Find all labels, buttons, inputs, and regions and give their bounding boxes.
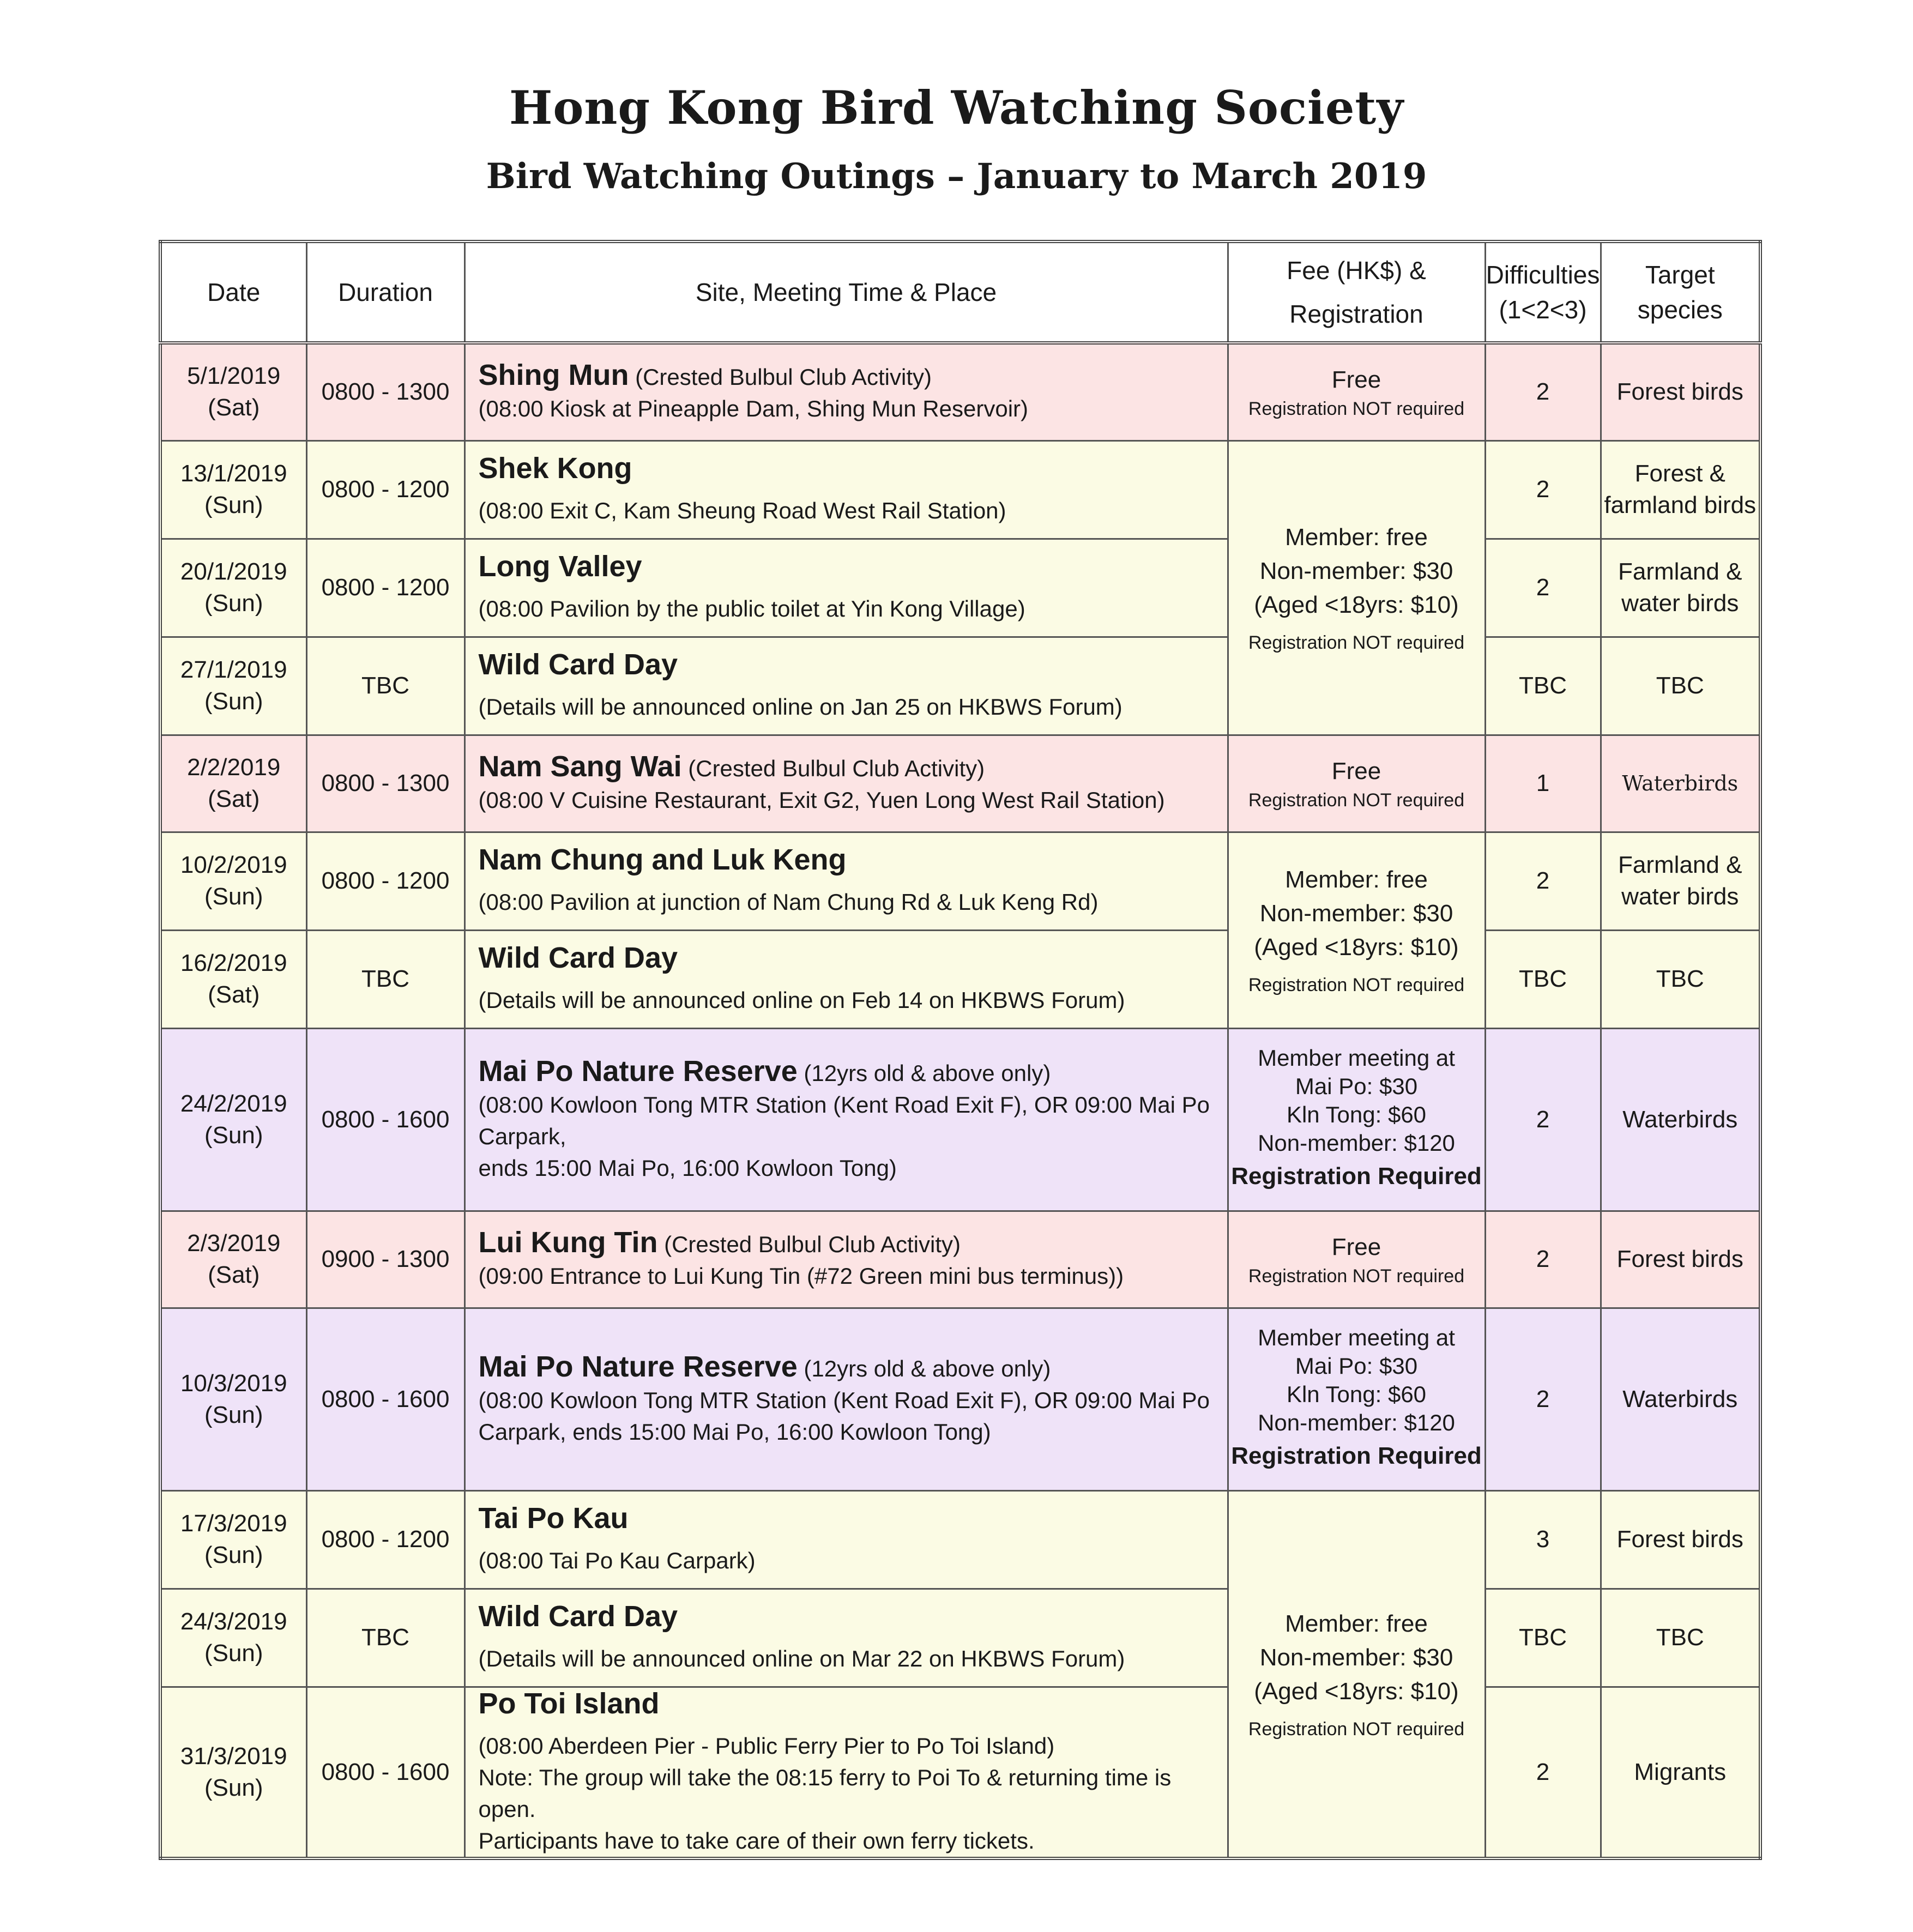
site-cell — [464, 1211, 1228, 1308]
site-gap — [479, 1634, 1227, 1643]
fee-nonmember: Non-member: $30 — [1259, 1644, 1453, 1671]
day-text: (Sun) — [204, 1640, 263, 1667]
site-cell — [464, 637, 1228, 735]
site-cell — [464, 1028, 1228, 1211]
fee-youth: (Aged <18yrs: $10) — [1254, 934, 1459, 961]
table-row — [160, 1308, 1760, 1490]
header-duration: Duration — [306, 242, 464, 343]
target-cell — [1601, 1308, 1760, 1490]
site-name: Long Valley — [478, 550, 642, 583]
target-cell — [1601, 1490, 1760, 1589]
duration-cell: 0800 - 1200 — [306, 440, 464, 539]
date-cell — [160, 1490, 306, 1589]
duration-cell: TBC — [306, 1589, 464, 1687]
target-cell — [1601, 539, 1760, 637]
site-gap — [479, 1722, 1227, 1730]
site-detail: Note: The group will take the 08:15 ferry to Poi To & returning time is open. — [478, 1764, 1172, 1822]
difficulty-cell: 2 — [1485, 343, 1601, 440]
site-name: Po Toi Island — [478, 1687, 660, 1720]
difficulty-cell: TBC — [1485, 930, 1601, 1028]
target-text: water birds — [1621, 590, 1739, 617]
difficulty-cell: 2 — [1485, 1308, 1601, 1490]
date-text: 20/1/2019 — [180, 558, 287, 585]
date-text: 13/1/2019 — [180, 460, 287, 487]
date-cell — [160, 1211, 306, 1308]
day-text: (Sat) — [208, 1261, 260, 1288]
day-text: (Sun) — [204, 1774, 263, 1801]
site-cell — [464, 1589, 1228, 1687]
header-date: Date — [160, 242, 306, 343]
target-text: Migrants — [1634, 1758, 1727, 1785]
site-detail: (Details will be announced online on Feb 14 on HKBWS Forum) — [478, 987, 1125, 1013]
table-row — [160, 735, 1760, 832]
date-cell — [160, 440, 306, 539]
table-row — [160, 1490, 1760, 1589]
fee-line: Mai Po: $30 — [1295, 1353, 1418, 1379]
day-text: (Sun) — [204, 1542, 263, 1568]
table-row — [160, 1211, 1760, 1308]
fee-registration: Registration NOT required — [1248, 975, 1465, 995]
site-detail: (08:00 Kowloon Tong MTR Station (Kent Road Exit F), OR 09:00 Mai Po — [478, 1387, 1210, 1413]
target-text: TBC — [1656, 965, 1704, 992]
site-cell — [464, 539, 1228, 637]
site-gap — [479, 976, 1227, 985]
table-header-row — [160, 242, 1760, 343]
date-text: 10/2/2019 — [180, 852, 287, 878]
duration-cell: 0800 - 1600 — [306, 1308, 464, 1490]
target-text: TBC — [1656, 672, 1704, 699]
duration-cell: 0900 - 1300 — [306, 1211, 464, 1308]
fee-main: Free — [1331, 758, 1381, 784]
fee-main: Free — [1331, 1234, 1381, 1260]
fee-cell — [1228, 1028, 1485, 1211]
site-detail: (08:00 Pavilion at junction of Nam Chung Rd & Luk Keng Rd) — [478, 889, 1099, 915]
site-detail: (09:00 Entrance to Lui Kung Tin (#72 Green mini bus terminus)) — [478, 1263, 1124, 1289]
duration-cell: 0800 - 1600 — [306, 1028, 464, 1211]
site-name: Shek Kong — [478, 452, 632, 485]
difficulty-cell: 1 — [1485, 735, 1601, 832]
duration-cell: TBC — [306, 930, 464, 1028]
page-title: Hong Kong Bird Watching Society — [509, 81, 1404, 135]
site-detail: (Details will be announced online on Jan 25 on HKBWS Forum) — [478, 694, 1123, 720]
date-cell — [160, 637, 306, 735]
fee-main: Free — [1331, 366, 1381, 394]
fee-registration-required: Registration Required — [1231, 1442, 1482, 1469]
table-row — [160, 1589, 1760, 1687]
site-name: Nam Chung and Luk Keng — [478, 843, 847, 876]
date-text: 17/3/2019 — [180, 1510, 287, 1537]
site-gap — [479, 683, 1227, 691]
difficulty-cell: 2 — [1485, 1687, 1601, 1858]
fee-youth: (Aged <18yrs: $10) — [1254, 591, 1459, 618]
date-text: 24/2/2019 — [180, 1090, 287, 1117]
fee-registration-required: Registration Required — [1231, 1162, 1482, 1190]
duration-cell: 0800 - 1300 — [306, 735, 464, 832]
table-row — [160, 930, 1760, 1028]
target-text: Farmland & — [1618, 558, 1742, 585]
date-text: 24/3/2019 — [180, 1608, 287, 1635]
site-detail: Carpark, ends 15:00 Mai Po, 16:00 Kowloon Tong) — [478, 1418, 991, 1445]
fee-line: Member meeting at — [1258, 1324, 1455, 1350]
date-text: 10/3/2019 — [180, 1369, 287, 1397]
header-site: Site, Meeting Time & Place — [464, 242, 1228, 343]
header-target-line2: species — [1637, 295, 1723, 324]
target-cell — [1601, 440, 1760, 539]
target-text: Forest birds — [1616, 1246, 1743, 1272]
site-cell — [464, 343, 1228, 440]
table-row — [160, 637, 1760, 735]
site-note: (12yrs old & above only) — [797, 1060, 1051, 1086]
fee-member: Member: free — [1285, 866, 1428, 893]
fee-line: Non-member: $120 — [1258, 1409, 1455, 1435]
site-name: Mai Po Nature Reserve — [478, 1350, 798, 1383]
difficulty-cell: 3 — [1485, 1490, 1601, 1589]
fee-registration: Registration NOT required — [1248, 632, 1465, 653]
fee-spacer — [1229, 622, 1484, 631]
site-detail: Participants have to take care of their own ferry tickets. — [478, 1827, 1035, 1853]
site-cell — [464, 930, 1228, 1028]
fee-cell — [1228, 1308, 1485, 1490]
fee-line: Mai Po: $30 — [1295, 1073, 1418, 1099]
site-name: Shing Mun — [478, 359, 629, 392]
site-name: Wild Card Day — [478, 648, 678, 681]
site-detail: (08:00 Tai Po Kau Carpark) — [478, 1548, 756, 1573]
fee-cell — [1228, 1490, 1485, 1858]
table-row — [160, 440, 1760, 539]
target-cell — [1601, 1687, 1760, 1858]
day-text: (Sun) — [204, 1121, 263, 1149]
fee-nonmember: Non-member: $30 — [1259, 900, 1453, 927]
header-difficulty — [1485, 242, 1601, 343]
difficulty-cell: TBC — [1485, 1589, 1601, 1687]
difficulty-cell: 2 — [1485, 539, 1601, 637]
site-cell — [464, 735, 1228, 832]
site-detail: ends 15:00 Mai Po, 16:00 Kowloon Tong) — [478, 1155, 897, 1181]
date-cell — [160, 930, 306, 1028]
site-detail: (08:00 Kiosk at Pineapple Dam, Shing Mun Reservoir) — [478, 396, 1028, 422]
site-gap — [479, 486, 1227, 495]
fee-cell — [1228, 735, 1485, 832]
header-fee — [1228, 242, 1485, 343]
site-cell — [464, 832, 1228, 930]
target-cell — [1601, 343, 1760, 440]
date-text: 27/1/2019 — [180, 656, 287, 683]
target-cell — [1601, 637, 1760, 735]
site-detail: (08:00 Aberdeen Pier - Public Ferry Pier to Po Toi Island) — [478, 1732, 1055, 1759]
fee-line: Kln Tong: $60 — [1286, 1101, 1427, 1127]
site-cell — [464, 1687, 1228, 1858]
fee-registration: Registration NOT required — [1248, 399, 1465, 420]
fee-line: Kln Tong: $60 — [1286, 1381, 1427, 1407]
target-text: Waterbirds — [1622, 1385, 1738, 1412]
target-text: water birds — [1621, 883, 1739, 910]
table-row — [160, 832, 1760, 930]
site-gap — [479, 878, 1227, 886]
date-cell — [160, 1028, 306, 1211]
target-text: Forest birds — [1616, 378, 1743, 406]
date-cell — [160, 343, 306, 440]
fee-registration: Registration NOT required — [1248, 790, 1465, 811]
date-cell — [160, 1589, 306, 1687]
date-cell — [160, 735, 306, 832]
site-cell — [464, 440, 1228, 539]
day-text: (Sat) — [208, 394, 260, 421]
fee-line: Member meeting at — [1258, 1045, 1455, 1071]
site-gap — [479, 1536, 1227, 1545]
fee-member: Member: free — [1285, 524, 1428, 551]
target-text: Forest & — [1634, 460, 1725, 487]
site-detail: (08:00 Exit C, Kam Sheung Road West Rail Station) — [478, 498, 1006, 523]
date-text: 16/2/2019 — [180, 950, 287, 976]
date-text: 31/3/2019 — [180, 1742, 287, 1770]
day-text: (Sun) — [204, 1401, 263, 1428]
date-cell — [160, 1687, 306, 1858]
fee-member: Member: free — [1285, 1610, 1428, 1637]
header-difficulty-line2: (1<2<3) — [1499, 295, 1587, 324]
duration-cell: 0800 - 1300 — [306, 343, 464, 440]
site-note: (Crested Bulbul Club Activity) — [657, 1231, 961, 1257]
site-detail: (Details will be announced online on Mar 22 on HKBWS Forum) — [478, 1646, 1125, 1671]
outings-table — [159, 240, 1762, 1860]
target-cell — [1601, 930, 1760, 1028]
header-target — [1601, 242, 1760, 343]
fee-spacer — [1229, 964, 1484, 973]
date-text: 5/1/2019 — [187, 363, 281, 390]
page-subtitle: Bird Watching Outings – January to March 2019 — [486, 156, 1427, 197]
fee-cell — [1228, 1211, 1485, 1308]
site-name: Mai Po Nature Reserve — [478, 1054, 798, 1088]
site-cell — [464, 1490, 1228, 1589]
duration-cell: 0800 - 1200 — [306, 832, 464, 930]
site-name: Nam Sang Wai — [478, 750, 682, 783]
table-row — [160, 343, 1760, 440]
date-text: 2/2/2019 — [187, 754, 281, 781]
difficulty-cell: 2 — [1485, 1028, 1601, 1211]
duration-cell: 0800 - 1200 — [306, 539, 464, 637]
fee-registration: Registration NOT required — [1248, 1266, 1465, 1287]
target-text: Farmland & — [1618, 852, 1742, 878]
fee-nonmember: Non-member: $30 — [1259, 558, 1453, 584]
target-text: Waterbirds — [1622, 1106, 1738, 1133]
target-cell — [1601, 832, 1760, 930]
day-text: (Sun) — [204, 688, 263, 715]
fee-cell — [1228, 832, 1485, 1028]
site-name: Wild Card Day — [478, 1600, 678, 1633]
header-fee-line1: Fee (HK$) & — [1287, 256, 1426, 285]
site-detail: (08:00 V Cuisine Restaurant, Exit G2, Yuen Long West Rail Station) — [478, 787, 1165, 813]
day-text: (Sun) — [204, 590, 263, 617]
day-text: (Sun) — [204, 883, 263, 910]
site-note: (Crested Bulbul Club Activity) — [629, 364, 932, 390]
site-name: Wild Card Day — [478, 941, 678, 974]
difficulty-cell: 2 — [1485, 1211, 1601, 1308]
site-name: Lui Kung Tin — [478, 1226, 658, 1259]
fee-youth: (Aged <18yrs: $10) — [1254, 1677, 1459, 1705]
target-cell — [1601, 735, 1760, 832]
site-note: (12yrs old & above only) — [797, 1355, 1051, 1381]
target-text: TBC — [1656, 1624, 1704, 1651]
table-row — [160, 1028, 1760, 1211]
target-text: farmland birds — [1604, 492, 1757, 518]
site-note: (Crested Bulbul Club Activity) — [681, 756, 985, 781]
date-cell — [160, 1308, 306, 1490]
duration-cell: 0800 - 1600 — [306, 1687, 464, 1858]
site-cell — [464, 1308, 1228, 1490]
site-name: Tai Po Kau — [478, 1502, 629, 1535]
difficulty-cell: 2 — [1485, 832, 1601, 930]
fee-line: Non-member: $120 — [1258, 1130, 1455, 1156]
header-difficulty-line1: Difficulties — [1486, 261, 1600, 289]
site-detail: (08:00 Pavilion by the public toilet at Yin Kong Village) — [478, 596, 1025, 621]
date-cell — [160, 832, 306, 930]
day-text: (Sat) — [208, 786, 260, 812]
fee-cell — [1228, 440, 1485, 735]
fee-registration: Registration NOT required — [1248, 1718, 1465, 1740]
fee-spacer — [1229, 1708, 1484, 1717]
fee-cell — [1228, 343, 1485, 440]
site-gap — [479, 584, 1227, 593]
target-cell — [1601, 1028, 1760, 1211]
duration-cell: TBC — [306, 637, 464, 735]
table-body — [160, 343, 1760, 1858]
header-fee-line2: Registration — [1289, 300, 1423, 328]
day-text: (Sun) — [204, 492, 263, 518]
header-target-line1: Target — [1645, 261, 1715, 289]
site-detail: (08:00 Kowloon Tong MTR Station (Kent Road Exit F), OR 09:00 Mai Po Carpark, — [478, 1091, 1210, 1149]
date-text: 2/3/2019 — [187, 1230, 281, 1257]
day-text: (Sat) — [208, 981, 260, 1008]
table-row — [160, 1687, 1760, 1858]
date-cell — [160, 539, 306, 637]
target-cell — [1601, 1211, 1760, 1308]
table-row — [160, 539, 1760, 637]
target-text: Waterbirds — [1622, 771, 1739, 795]
target-text: Forest birds — [1616, 1526, 1743, 1553]
duration-cell: 0800 - 1200 — [306, 1490, 464, 1589]
difficulty-cell: 2 — [1485, 440, 1601, 539]
target-cell — [1601, 1589, 1760, 1687]
difficulty-cell: TBC — [1485, 637, 1601, 735]
